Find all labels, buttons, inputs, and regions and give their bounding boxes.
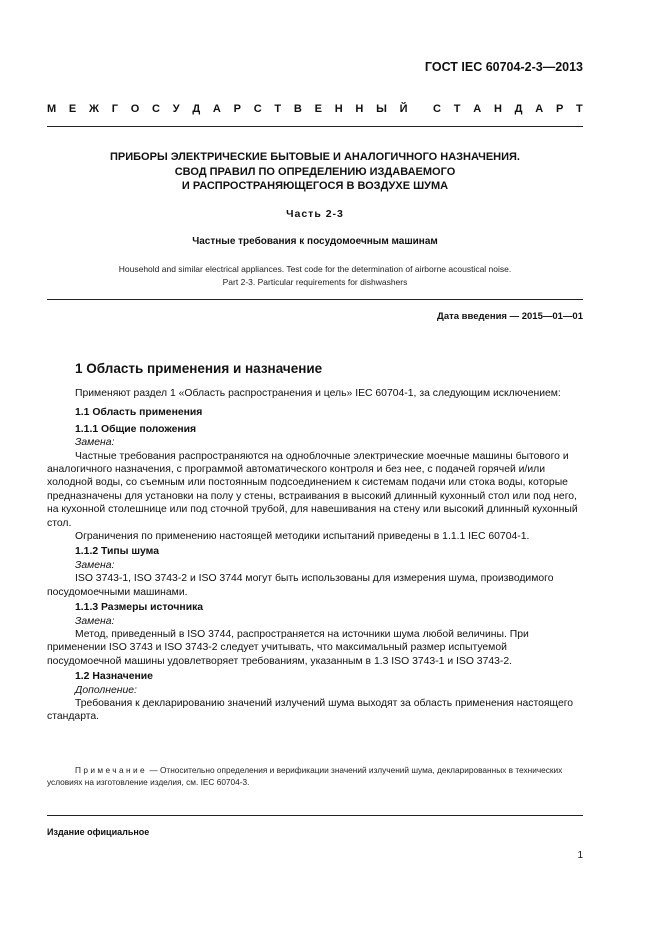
header-divider xyxy=(47,126,583,127)
banner-letter: В xyxy=(293,103,302,115)
text-1-1-2: ISO 3743-1, ISO 3743-2 и ISO 3744 могут быть использованы для измерения шума, производимого посудомоечными машинами. xyxy=(47,573,554,598)
interstate-standard-banner xyxy=(47,103,583,115)
banner-letter: Е xyxy=(68,103,77,115)
page-number: 1 xyxy=(577,850,583,861)
title-divider xyxy=(47,299,583,300)
banner-letter: Р xyxy=(233,103,241,115)
banner-letter: С xyxy=(433,103,441,115)
text-1-1-1: Частные требования распространяются на одноблочные электрические моечные машины бытового и аналогичного назначения, с программой автоматического контроля и без нее, с подачей горячей и/или холодной воды, со съемным или постоянным подсоединением к системам подачи или стока воды, которые предназначены для установки на полу у стены, встраивания в высокий длинный кухонный стол или под него, на кухонной столешнице или под сточной трубой, для навешивания на стену или высокий длинный кухонный стол. xyxy=(47,450,578,529)
banner-letter: М xyxy=(47,103,57,115)
standard-code: ГОСТ IEC 60704-2-3—2013 xyxy=(424,60,583,74)
banner-letter: С xyxy=(152,103,160,115)
banner-letter: Д xyxy=(192,103,201,115)
footer-divider xyxy=(47,815,583,816)
note xyxy=(47,764,583,788)
banner-letter: Р xyxy=(555,103,564,115)
supplement-label-1-2: Дополнение: xyxy=(75,684,137,696)
heading-1-1-1: 1.1.1 Общие положения xyxy=(75,423,197,435)
text-1-2: Требования к декларированию значений излучений шума выходят за область применения настоящего стандарта. xyxy=(47,697,574,723)
banner-letter: А xyxy=(212,103,221,115)
banner-letter: Т xyxy=(274,103,282,115)
part-label: Часть 2-3 xyxy=(286,208,344,220)
heading-1-1: 1.1 Область применения xyxy=(75,407,203,419)
banner-letter: Т xyxy=(453,103,461,115)
section-1-intro: Применяют раздел 1 «Область распространения и цель» IEC 60704-1, за следующим исключением: xyxy=(75,388,561,399)
text-1-1-3: Метод, приведенный в ISO 3744, распространяется на источники шума любой величины. При применении ISO 3743 и ISO 3743-2 следует учитывать, что максимальный размер испытуемой посудомоечной машины удовлетворяет требованиям, указанным в 1.3 ISO 3743-1 и ISO 3743-2. xyxy=(47,628,529,667)
banner-letter: Д xyxy=(514,103,523,115)
banner-letter: У xyxy=(172,103,180,115)
replace-label-1-1-1: Замена: xyxy=(75,437,115,449)
official-edition: Издание официальное xyxy=(47,827,150,837)
english-title-line-2: Part 2-3. Particular requirements for dishwashers xyxy=(222,276,408,287)
title-line-2: СВОД ПРАВИЛ ПО ОПРЕДЕЛЕНИЮ ИЗДАВАЕМОГО xyxy=(174,165,456,178)
heading-1-2: 1.2 Назначение xyxy=(75,671,153,683)
banner-letter: Ы xyxy=(376,103,387,115)
section-1-title: 1 Область применения и назначение xyxy=(75,361,323,376)
note-lead: Примечание xyxy=(75,765,148,775)
document-title xyxy=(47,150,583,194)
banner-letter: Т xyxy=(576,103,583,115)
text-1-1-1-limits: Ограничения по применению настоящей методики испытаний приведены в 1.1.1 IEC 60704-1. xyxy=(75,531,530,543)
banner-letter: Н xyxy=(493,103,502,115)
banner-letter: А xyxy=(473,103,482,115)
note-text: — Относительно определения и верификации значений излучений шума, декларированных в технических условиях на изготовление изделия, см. IEC 60704-3. xyxy=(47,765,563,787)
banner-letter: Й xyxy=(399,103,408,115)
intro-date: Дата введения — 2015—01—01 xyxy=(437,311,583,322)
english-title xyxy=(47,263,583,288)
banner-letter: Н xyxy=(334,103,343,115)
banner-letter: О xyxy=(130,103,140,115)
heading-1-1-3: 1.1.3 Размеры источника xyxy=(75,602,204,614)
banner-letter: Г xyxy=(111,103,118,115)
banner-letter: А xyxy=(535,103,544,115)
banner-letter: Н xyxy=(355,103,364,115)
heading-1-1-2: 1.1.2 Типы шума xyxy=(75,546,160,558)
banner-letter: Е xyxy=(314,103,322,115)
title-line-3: И РАСПРОСТРАНЯЮЩЕГОСЯ В ВОЗДУХЕ ШУМА xyxy=(181,180,449,192)
title-line-1: ПРИБОРЫ ЭЛЕКТРИЧЕСКИЕ БЫТОВЫЕ И АНАЛОГИЧНОГО НАЗНАЧЕНИЯ. xyxy=(110,151,520,163)
replace-label-1-1-2: Замена: xyxy=(75,559,115,571)
banner-letter: С xyxy=(253,103,262,115)
replace-label-1-1-3: Замена: xyxy=(75,615,115,627)
section-1-body xyxy=(47,387,583,724)
english-title-line-1: Household and similar electrical appliances. Test code for the determination of airborne acoustical noise. xyxy=(118,264,512,274)
document-subtitle: Частные требования к посудомоечным машинам xyxy=(192,236,438,247)
banner-letter: Ж xyxy=(89,103,99,115)
